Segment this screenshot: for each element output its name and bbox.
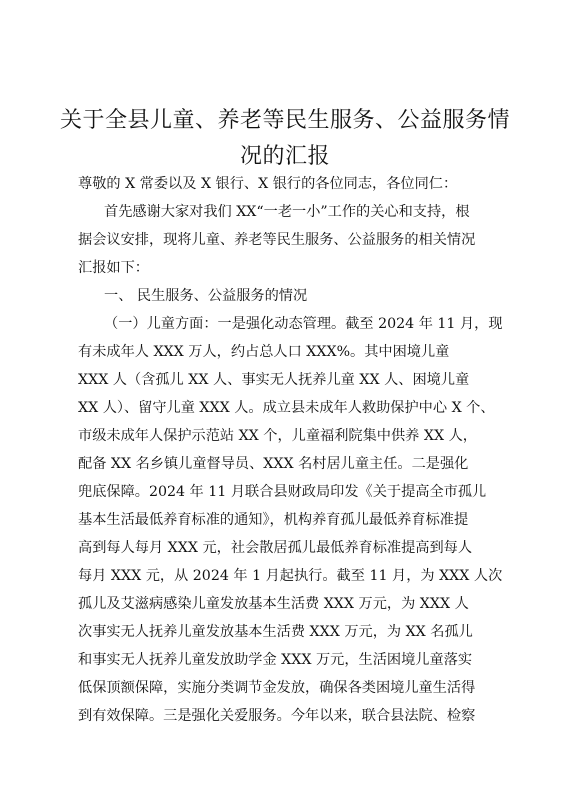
paragraph-line: 每月 XXX 元，从 2024 年 1 月起执行。截至 11 月，为 XXX 人次: [78, 568, 503, 584]
salutation: 尊敬的 X 常委以及 X 银行、X 银行的各位同志，各位同仁：: [78, 176, 458, 192]
paragraph-line: 和事实无人抚养儿童发放助学金 XXX 万元，生活困境儿童落实: [78, 652, 473, 668]
paragraph-line: 孤儿及艾滋病感染儿童发放基本生活费 XXX 万元，为 XXX 人: [78, 596, 469, 612]
paragraph-line: XX 人）、留守儿童 XXX 人。成立县未成年人救助保护中心 X 个、: [78, 400, 495, 416]
paragraph-line: XXX 人（含孤儿 XX 人、事实无人抚养儿童 XX 人、困境儿童: [78, 372, 470, 388]
paragraph-line: 次事实无人抚养儿童发放基本生活费 XXX 万元，为 XX 名孤儿: [78, 624, 473, 640]
paragraph-line: 汇报如下：: [78, 260, 149, 276]
paragraph-line: 首先感谢大家对我们 XX“一老一小”工作的关心和支持，根: [104, 204, 470, 220]
paragraph-line: 有未成年人 XXX 万人，约占总人口 XXX%。其中困境儿童: [78, 344, 450, 360]
paragraph-line: 据会议安排，现将儿童、养老等民生服务、公益服务的相关情况: [78, 232, 476, 248]
paragraph-line: 低保顶额保障，实施分类调节金发放，确保各类困境儿童生活得: [78, 680, 476, 696]
paragraph-line: 基本生活最低养育标准的通知》，机构养育孤儿最低养育标准提: [78, 512, 469, 528]
section-heading: 一、 民生服务、公益服务的情况: [104, 288, 308, 304]
document-title-line-1: 关于全县儿童、养老等民生服务、公益服务情: [60, 108, 511, 133]
paragraph-line: （一）儿童方面：一是强化动态管理。截至 2024 年 11 月，现: [104, 316, 503, 332]
paragraph-line: 兜底保障。2024 年 11 月联合县财政局印发《关于提高全市孤儿: [78, 484, 487, 500]
document-title-line-2: 况的汇报: [239, 144, 330, 169]
paragraph-line: 到有效保障。三是强化关爱服务。今年以来，联合县法院、检察: [78, 708, 476, 724]
paragraph-line: 配备 XX 名乡镇儿童督导员、XXX 名村居儿童主任。二是强化: [78, 456, 469, 472]
paragraph-line: 市级未成年人保护示范站 XX 个，儿童福利院集中供养 XX 人，: [78, 428, 477, 444]
paragraph-line: 高到每人每月 XXX 元，社会散居孤儿最低养育标准提高到每人: [78, 540, 473, 556]
